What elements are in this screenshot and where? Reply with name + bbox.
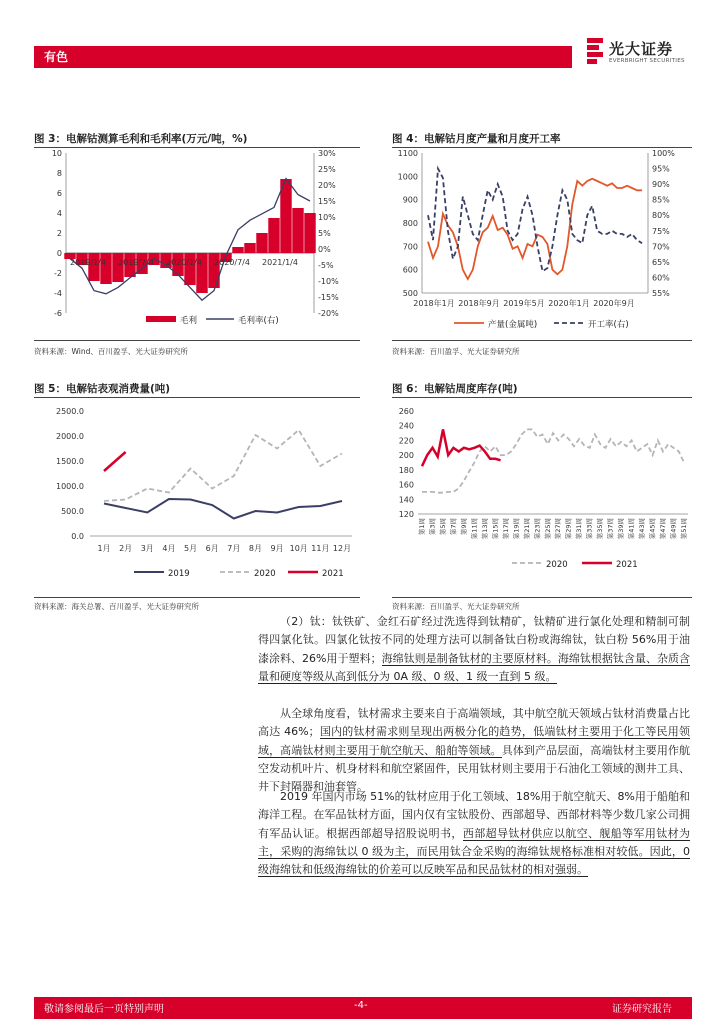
fig6-x-tick: 第27周 (554, 518, 563, 540)
fig6-x-tick: 第19周 (512, 518, 521, 540)
fig6-legend-label: 2021 (616, 560, 638, 570)
fig6-x-tick: 第39周 (617, 518, 626, 540)
fig3-x-tick: 2020/7/4 (214, 258, 250, 267)
fig4-x-tick: 2018年1月 (413, 299, 455, 308)
fig5-x-tick: 6月 (205, 544, 219, 553)
fig3-bottom-rule (34, 340, 360, 341)
fig5-chart (34, 399, 360, 591)
fig4-bottom-rule (392, 340, 692, 341)
fig3-bar (304, 213, 315, 253)
fig4-y2-tick: 100% (652, 149, 675, 158)
fig6-x-tick: 第29周 (564, 518, 573, 540)
fig6-x-tick: 第13周 (480, 518, 489, 540)
fig4-y2-tick: 80% (652, 211, 670, 221)
fig6-x-tick: 第5周 (438, 518, 447, 536)
fig4-y2-tick: 55% (652, 289, 670, 298)
fig4-rule (392, 147, 692, 148)
fig3-y2-tick: 10% (318, 213, 336, 222)
fig4-legend-label: 产量(金属吨) (488, 320, 538, 330)
fig3-title: 图 3：电解钴测算毛利和毛利率(万元/吨，%) (34, 133, 248, 145)
fig3-y-tick: -4 (54, 289, 62, 298)
fig6-source: 资料来源：百川盈孚、光大证券研究所 (392, 602, 520, 611)
fig4-legend-label: 开工率(右) (588, 320, 629, 330)
logo-mark-icon (585, 36, 607, 66)
fig6-y-tick: 240 (398, 421, 414, 431)
fig6-x-tick: 第51周 (680, 518, 688, 540)
fig4-y-tick: 600 (402, 265, 418, 275)
fig6-x-tick: 第17周 (501, 518, 510, 540)
fig3-y2-tick: 30% (318, 149, 336, 158)
fig6-x-tick: 第33周 (585, 518, 594, 540)
fig4-source: 资料来源：百川盈孚、光大证券研究所 (392, 347, 520, 356)
fig6-x-tick: 第35周 (596, 518, 605, 540)
fig5-x-tick: 4月 (162, 544, 176, 553)
fig5-series-2020 (104, 430, 342, 501)
fig6-x-tick: 第23周 (533, 518, 542, 540)
fig6-x-tick: 第31周 (575, 518, 584, 540)
fig4-x-tick: 2020年9月 (593, 299, 635, 308)
fig5-x-tick: 5月 (183, 544, 198, 553)
fig3-x-tick: 2019/7/4 (118, 258, 154, 267)
fig6-x-tick: 第15周 (491, 518, 500, 540)
fig6-y-tick: 180 (398, 465, 414, 475)
p3-underlined: 西部超导钛材供应以航空、舰船等军用钛材为主，采购的海绵钛以 0 级为主，而民用钛合金采购的海绵钛规格标准相对较低。因此，0 级海绵钛和低级海绵钛的价差可以反映军品和民品钛材的相对强弱。 (258, 826, 691, 877)
p2-underlined: 国内的钛材需求则呈现出两极分化的趋势，低端钛材主要用于化工等民用领域，高端钛材则主要用于航空航天、船舶等领域。 (258, 725, 690, 757)
fig5-x-tick: 10月 (289, 544, 308, 553)
p2-text-b: 具体到产品层面，高端钛材主要用作航空发动机叶片、机身材料和航空紧固件，民用钛材则主要用于石油化工领域的测井工具、井下封隔器和油套管。 (258, 743, 691, 794)
page-number: -4- (354, 1000, 368, 1011)
fig4-y-tick: 700 (402, 242, 418, 252)
fig3-x-tick: 2020/1/4 (166, 258, 202, 267)
fig4-chart (392, 149, 692, 339)
fig3-chart (34, 149, 360, 329)
fig4-x-tick: 2020年1月 (548, 299, 590, 308)
fig5-legend-label: 2021 (322, 569, 344, 579)
fig6-x-tick: 第3周 (428, 518, 437, 536)
fig3-source: 资料来源：Wind、百川盈孚、光大证券研究所 (34, 347, 188, 356)
fig6-series-2020 (422, 429, 684, 492)
fig4-x-tick: 2019年5月 (503, 299, 545, 308)
fig6-x-tick: 第43周 (638, 518, 647, 540)
fig4-y2-tick: 70% (652, 242, 670, 252)
fig4-x-tick: 2018年9月 (458, 299, 500, 308)
fig6-chart (392, 399, 692, 591)
fig6-x-tick: 第11周 (470, 518, 479, 540)
fig6-legend-label: 2020 (546, 560, 568, 570)
fig3-y2-tick: 5% (318, 229, 331, 238)
fig4-y2-tick: 85% (652, 195, 670, 205)
fig3-legend-label: 毛利 (180, 316, 198, 326)
fig6-x-tick: 第41周 (627, 518, 636, 540)
fig6-x-tick: 第47周 (659, 518, 668, 540)
fig3-y-tick: 0 (56, 249, 62, 258)
fig6-rule (392, 397, 692, 398)
fig4-y2-tick: 90% (652, 180, 670, 190)
fig6-x-tick: 第45周 (648, 518, 657, 540)
fig5-x-tick: 12月 (332, 544, 352, 553)
fig4-y-tick: 800 (402, 219, 418, 228)
fig3-x-tick: 2019/1/4 (70, 258, 106, 267)
p1-text: （2）钛：钛铁矿、金红石矿经过洗选得到钛精矿，钛精矿进行氯化处理和精制可制得四氯化钛。四氯化钛按不同的处理方法可以制备钛白粉或海绵钛，钛白粉 56%用于油漆涂料、26%用于塑料； (258, 615, 690, 665)
fig4-y2-tick: 60% (652, 273, 670, 283)
fig3-bar (292, 208, 303, 253)
fig6-x-tick: 第1周 (418, 518, 426, 536)
fig3-bar (232, 247, 243, 253)
fig6-y-tick: 220 (398, 436, 414, 446)
fig5-y-tick: 1000.0 (56, 482, 84, 491)
fig3-y2-tick: 15% (318, 197, 336, 206)
fig5-x-tick: 2月 (119, 544, 133, 553)
fig6-y-tick: 200 (398, 451, 414, 461)
fig3-bar (280, 179, 291, 253)
fig4-y2-tick: 65% (652, 257, 670, 267)
fig4-y-tick: 500 (402, 289, 418, 298)
fig3-y-tick: -2 (54, 269, 62, 278)
fig3-y2-tick: 0% (318, 245, 331, 254)
fig6-y-tick: 260 (398, 407, 414, 416)
fig3-y-tick: 2 (56, 229, 62, 238)
p1-underlined: 海绵钛则是制备钛材的主要原材料。海绵钛根据钛含量、杂质含量和硬度等级从高到低分为 0A 级、0 级、1 级一直到 5 级。 (258, 651, 691, 683)
fig6-bottom-rule (392, 597, 692, 598)
fig5-y-tick: 0.0 (71, 532, 84, 541)
fig3-y2-tick: -15% (318, 293, 339, 302)
fig5-x-tick: 3月 (140, 544, 154, 553)
fig3-y-tick: 4 (56, 209, 62, 218)
fig6-y-tick: 120 (398, 510, 414, 519)
fig5-x-tick: 8月 (248, 544, 263, 553)
footer-disclaimer: 敬请参阅最后一页特别声明 (44, 1004, 164, 1015)
fig4-y2-tick: 75% (652, 226, 670, 236)
fig3-rule (34, 147, 360, 148)
fig3-bar (256, 233, 267, 253)
fig5-legend-label: 2019 (168, 569, 190, 579)
paragraph-domestic (258, 788, 690, 879)
fig4-title: 图 4：电解钴月度产量和月度开工率 (392, 133, 561, 145)
fig5-y-tick: 2500.0 (56, 407, 84, 416)
p2-text-a: 从全球角度看，钛材需求主要来自于高端领域，其中航空航天领域占钛材消费量占比高达 46%； (258, 707, 690, 739)
fig5-title: 图 5：电解钴表观消费量(吨) (34, 383, 171, 395)
fig5-rule (34, 397, 360, 398)
fig5-y-tick: 500.0 (61, 507, 84, 516)
fig6-x-tick: 第49周 (669, 518, 678, 540)
fig5-bottom-rule (34, 597, 360, 598)
fig6-x-tick: 第21周 (522, 518, 531, 540)
fig3-y2-tick: 20% (318, 181, 336, 190)
fig3-y-tick: 10 (51, 149, 62, 158)
fig4-y-tick: 1000 (397, 172, 418, 182)
fig4-y-tick: 900 (402, 195, 418, 205)
fig5-series-2021 (104, 452, 126, 471)
fig3-y-tick: 8 (56, 169, 62, 178)
fig6-x-tick: 第9周 (459, 518, 468, 536)
fig5-y-tick: 1500.0 (56, 457, 84, 466)
fig5-x-tick: 7月 (227, 544, 241, 553)
fig3-x-tick: 2021/1/4 (262, 258, 298, 267)
fig5-x-tick: 11月 (311, 544, 330, 553)
fig5-y-tick: 2000.0 (56, 432, 84, 441)
fig3-y-tick: 6 (56, 189, 62, 198)
logo-name: 光大证券 (609, 40, 674, 58)
fig6-x-tick: 第25周 (543, 518, 552, 540)
fig3-y2-tick: -20% (318, 309, 339, 318)
fig6-x-tick: 第37周 (606, 518, 615, 540)
fig5-series-2019 (104, 499, 342, 519)
fig5-legend-label: 2020 (254, 569, 276, 579)
p3-text: 2019 年国内市场 51%的钛材应用于化工领域、18%用于航空航天、8%用于船舶和海洋工程。在军品钛材方面，国内仅有宝钛股份、西部超导、西部材料等少数几家公司拥有军品认证。根据西部超导招股说明书， (258, 790, 690, 840)
fig6-y-tick: 160 (398, 480, 414, 490)
header-bar (34, 46, 572, 68)
fig5-source: 资料来源：海关总署、百川盈孚、光大证券研究所 (34, 602, 199, 611)
fig5-x-tick: 9月 (270, 544, 284, 553)
fig3-y2-tick: 25% (318, 165, 336, 174)
fig4-y-tick: 1100 (397, 149, 418, 158)
fig3-y2-tick: -5% (318, 261, 334, 270)
fig3-y2-tick: -10% (318, 277, 339, 286)
fig6-title: 图 6：电解钴周度库存(吨) (392, 383, 518, 395)
paragraph-titanium (258, 613, 690, 686)
fig6-series-2021 (422, 429, 501, 466)
fig3-y-tick: -6 (54, 309, 62, 318)
fig5-x-tick: 1月 (97, 544, 111, 553)
fig3-bar (244, 243, 255, 253)
fig6-x-tick: 第7周 (449, 518, 458, 536)
fig3-legend-swatch-bar (146, 316, 176, 322)
section-label: 有色 (44, 50, 69, 64)
footer-report-type: 证券研究报告 (612, 1004, 672, 1015)
fig4-y2-tick: 95% (652, 164, 670, 174)
brand-logo (585, 36, 695, 70)
paragraph-global (258, 705, 690, 796)
fig3-legend-label: 毛利率(右) (238, 316, 279, 326)
fig6-y-tick: 140 (398, 495, 414, 505)
logo-subtitle: EVERBRIGHT SECURITIES (609, 58, 685, 64)
fig3-bar (268, 218, 279, 253)
